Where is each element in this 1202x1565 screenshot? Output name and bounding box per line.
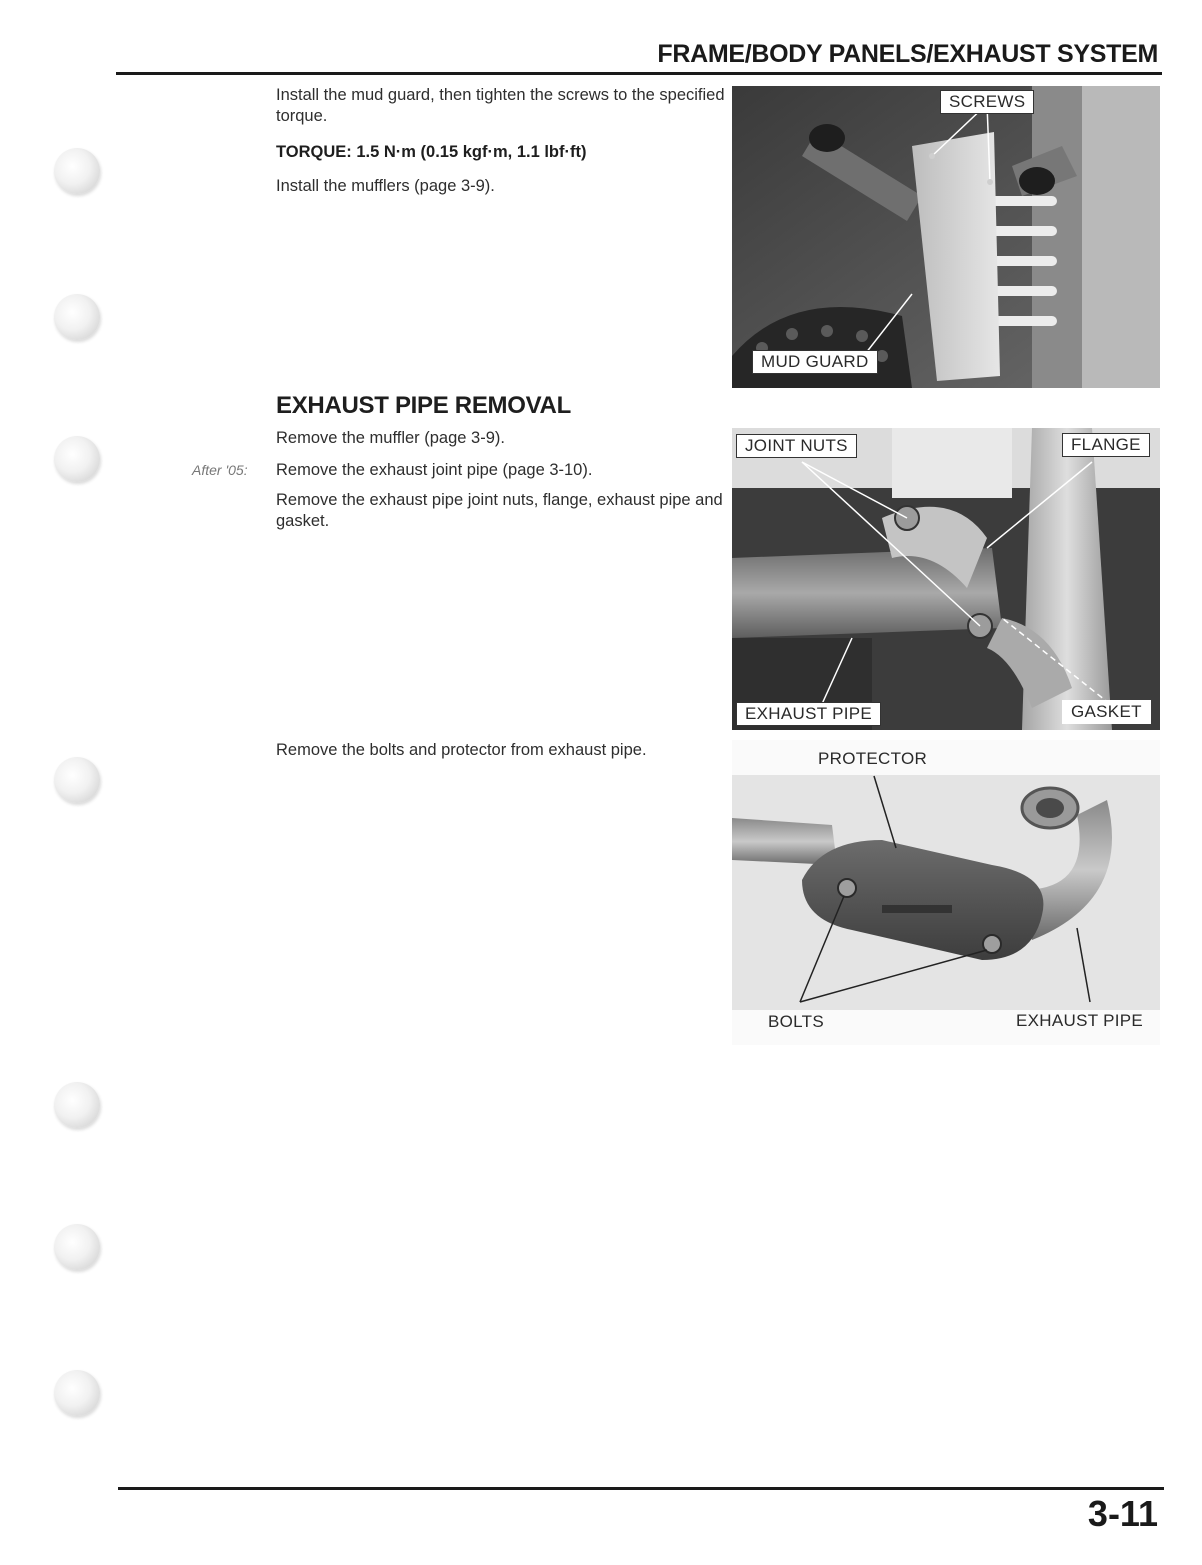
exhaust-step-3: Remove the exhaust pipe joint nuts, flange, exhaust pipe and gasket. — [276, 491, 723, 530]
mud-guard-photo — [732, 86, 1160, 388]
gasket-label: GASKET — [1062, 700, 1151, 724]
protector-photo — [732, 740, 1160, 1045]
binder-hole-3 — [54, 436, 100, 482]
binder-hole-1 — [54, 148, 100, 194]
exhaust-pipe-label: EXHAUST PIPE — [736, 702, 881, 726]
bolts-label: BOLTS — [768, 1012, 824, 1031]
page-header-title: FRAME/BODY PANELS/EXHAUST SYSTEM — [657, 40, 1158, 68]
mud-guard-label: MUD GUARD — [752, 350, 878, 374]
protector-step-1: Remove the bolts and protector from exhaust pipe. — [276, 741, 647, 759]
protector-exhaust-pipe-label: EXHAUST PIPE — [1016, 1011, 1144, 1030]
screws-label: SCREWS — [940, 90, 1034, 114]
flange-label: FLANGE — [1062, 433, 1150, 457]
exhaust-step-1: Remove the muffler (page 3-9). — [276, 429, 505, 447]
after-05-note: After '05: — [192, 462, 248, 478]
binder-hole-6 — [54, 1224, 100, 1270]
mud-guard-step-1: Install the mud guard, then tighten the screws to the specified torque. — [276, 86, 725, 125]
binder-hole-5 — [54, 1082, 100, 1128]
binder-hole-2 — [54, 294, 100, 340]
mud-guard-step-2: Install the mufflers (page 3-9). — [276, 177, 495, 195]
exhaust-step-2: Remove the exhaust joint pipe (page 3-10). — [276, 461, 593, 479]
exhaust-removal-title: EXHAUST PIPE REMOVAL — [276, 392, 571, 419]
protector-label: PROTECTOR — [818, 749, 928, 768]
page-number: 3-11 — [1087, 1493, 1158, 1534]
header-rule — [116, 72, 1162, 75]
torque-spec: TORQUE: 1.5 N·m (0.15 kgf·m, 1.1 lbf·ft) — [276, 143, 587, 161]
joint-nuts-label: JOINT NUTS — [736, 434, 857, 458]
binder-hole-4 — [54, 757, 100, 803]
footer-rule — [118, 1487, 1164, 1490]
exhaust-joint-photo — [732, 428, 1160, 730]
binder-hole-7 — [54, 1370, 100, 1416]
